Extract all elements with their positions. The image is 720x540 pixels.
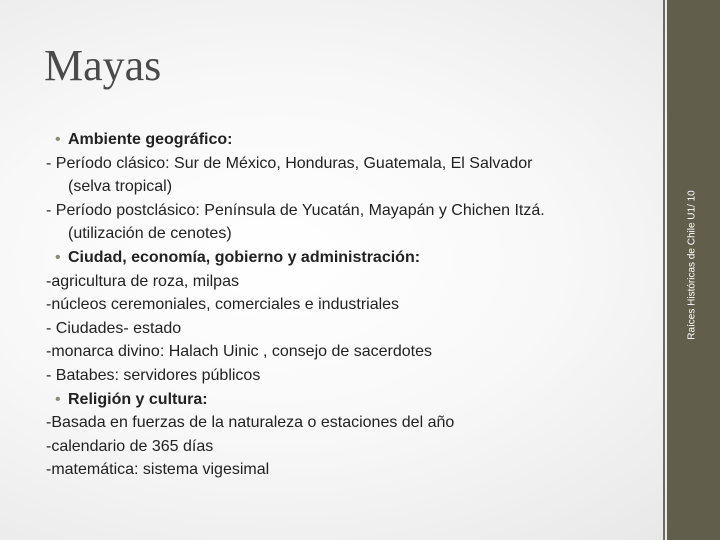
body-line: -núcleos ceremoniales, comerciales e industriales xyxy=(46,296,400,314)
section-heading: Religión y cultura: xyxy=(68,390,208,408)
body-line: (selva tropical) xyxy=(68,178,173,196)
bullet-icon: • xyxy=(55,248,61,266)
body-line: -Basada en fuerzas de la naturaleza o estaciones del año xyxy=(46,414,455,432)
body-line: -calendario de 365 días xyxy=(46,437,214,455)
body-line: - Período postclásico: Península de Yucatán, Mayapán y Chichen Itzá. xyxy=(46,201,545,219)
body-line: - Batabes: servidores públicos xyxy=(46,366,261,384)
body-line: -matemática: sistema vigesimal xyxy=(46,461,270,479)
bullet-item xyxy=(46,246,646,270)
bullet-item xyxy=(46,388,646,412)
section-heading: Ambiente geográfico: xyxy=(68,131,233,148)
slide-body xyxy=(46,128,646,482)
body-line: -agricultura de roza, milpas xyxy=(46,272,239,290)
body-line: - Ciudades- estado xyxy=(46,319,182,337)
body-line: -monarca divino: Halach Uinic , consejo de sacerdotes xyxy=(46,343,432,361)
section-heading: Ciudad, economía, gobierno y administración: xyxy=(68,248,421,266)
bullet-icon: • xyxy=(55,131,61,148)
body-line: - Período clásico: Sur de México, Honduras, Guatemala, El Salvador xyxy=(46,154,533,172)
side-footer-text: Raíces Históricas de Chile U1/ 10 xyxy=(686,190,698,340)
body-line: (utilización de cenotes) xyxy=(68,225,232,243)
bullet-item xyxy=(46,128,646,152)
slide-title: Mayas xyxy=(44,41,162,90)
side-divider xyxy=(663,0,665,540)
bullet-icon: • xyxy=(55,390,61,408)
